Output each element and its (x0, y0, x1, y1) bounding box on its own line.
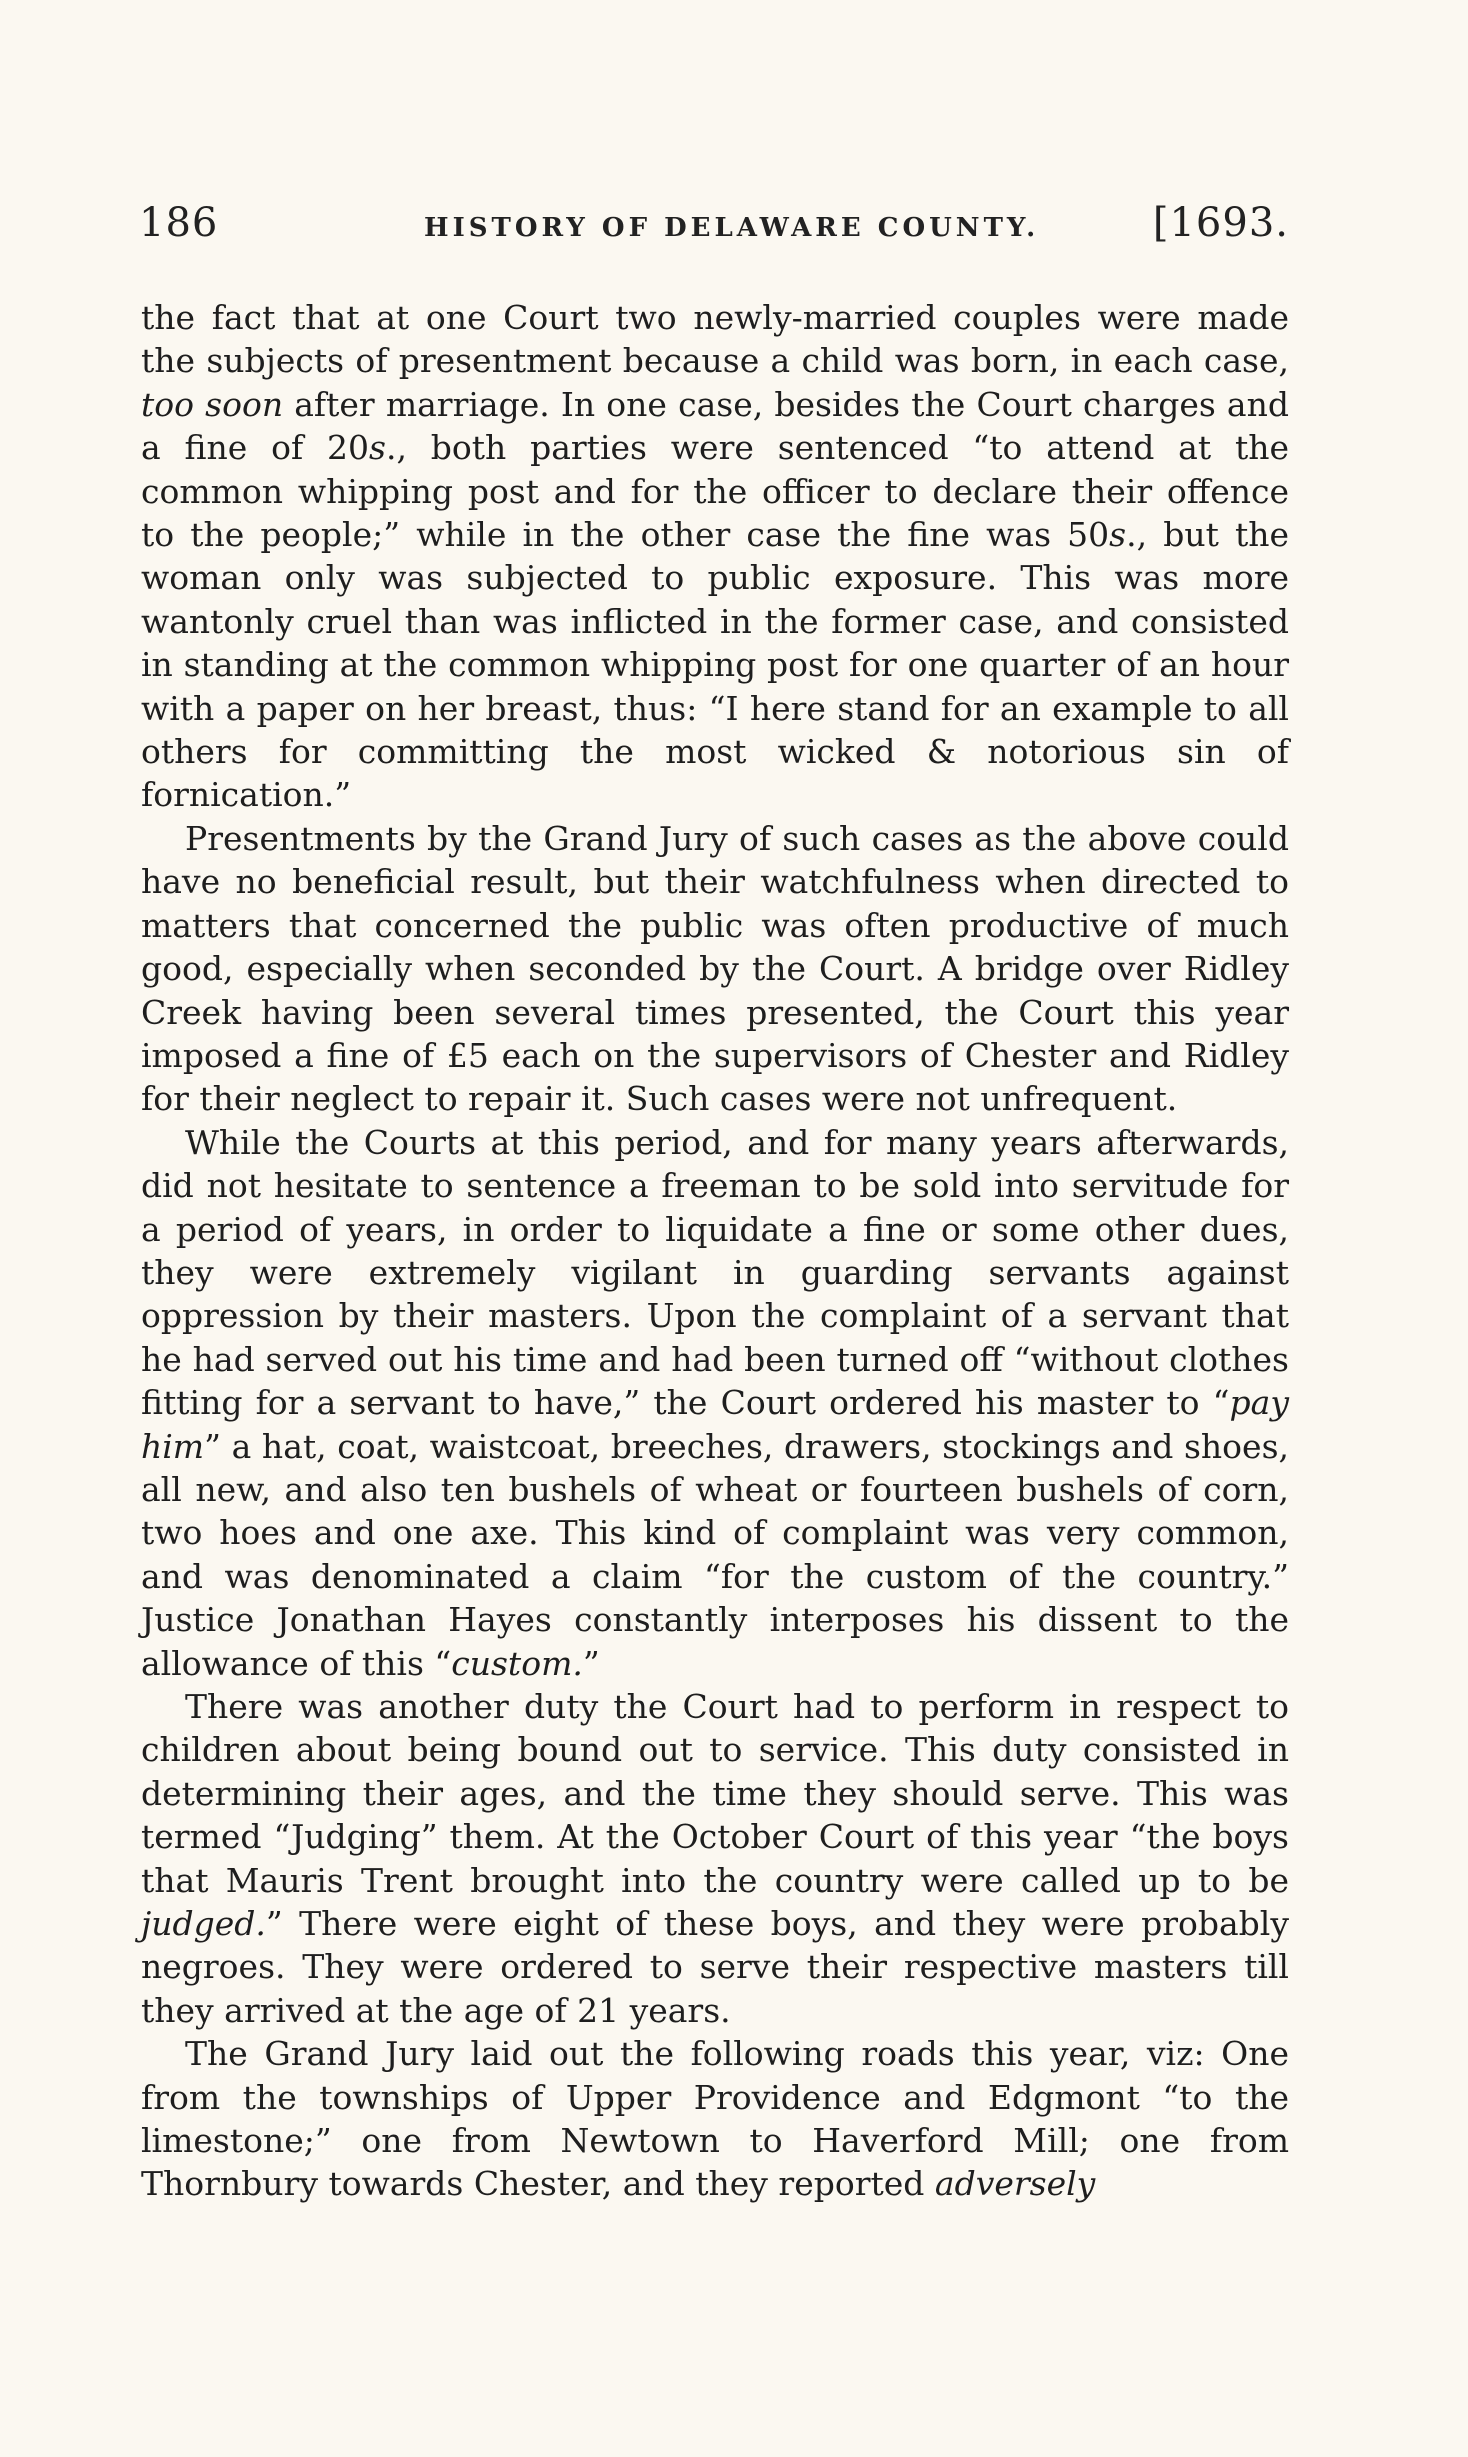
paragraph (141, 817, 1289, 1121)
running-title: HISTORY OF DELAWARE COUNTY. (424, 213, 1040, 243)
text-run: the fact that at one Court two newly-married couples were made the subjects of presentment because a child was born, in each case, (141, 298, 1289, 381)
paragraph (141, 1121, 1289, 1685)
italic-run: judged. (141, 1904, 266, 1944)
text-run: after marriage. In one case, besides the Court charges and a fine of 20 (141, 384, 1289, 468)
text-run: ” (582, 1643, 600, 1683)
running-header (139, 200, 1289, 260)
text-run: ” There were eight of these boys, and they were probably negroes. They were ordered to serve their respective masters till they arrived at the age of 21 years. (141, 1904, 1289, 2030)
page-number: 186 (139, 200, 219, 246)
italic-run: s (1109, 515, 1127, 555)
text-run: Presentments by the Grand Jury of such cases as the above could have no beneficial result, but their watchfulness when directed to matters that concerned the public was often productive of much good, especially when seconded by the Court. A bridge over Ridley Creek having been several times presented, the Court this year imposed a fine of £5 each on the supervisors of Chester and Ridley for their neglect to repair it. Such cases were not unfrequent. (141, 818, 1289, 1119)
italic-run: custom. (451, 1643, 583, 1683)
text-run: ., both parties were sentenced “to attend at the common whipping post and for the officer to declare their offence to the people;” while in the other case the fine was 50 (141, 428, 1289, 555)
text-run: ” a hat, coat, waistcoat, breeches, drawers, stockings and shoes, all new, and also ten bushels of wheat or fourteen bushels of corn, two hoes and one axe. This kind of complaint was very common, and was denominated a claim “for the custom of the country.” Justice Jonathan Hayes constantly interposes his dissent to the allowance of this “ (141, 1426, 1289, 1683)
paragraph (141, 296, 1289, 817)
header-year: [1693. (1152, 200, 1289, 246)
text-run: There was another duty the Court had to perform in respect to children about being bound out to service. This duty consisted in determining their ages, and the time they should serve. This was termed “Judging” them. At the October Court of this year “the boys that Mauris Trent brought into the country were called up to be (141, 1687, 1289, 1900)
paragraph (141, 2032, 1289, 2206)
italic-run: too soon (141, 384, 284, 424)
body-text (141, 296, 1289, 2206)
text-run: ., but the woman only was subjected to public exposure. This was more wantonly cruel than was inflicted in the former case, and consisted in standing at the common whipping post for one quarter of an hour with a paper on her breast, thus: “I here stand for an example to all others for committing the most wicked & notorious sin of fornication.” (141, 515, 1289, 815)
italic-run: s (369, 428, 386, 468)
italic-run: adversely (934, 2164, 1096, 2204)
italic-run: pay him (141, 1383, 1289, 1466)
text-run: While the Courts at this period, and for many years afterwards, did not hesitate to sentence a freeman to be sold into servitude for a period of years, in order to liquidate a fine or some other dues, they were extremely vigilant in guarding servants against oppression by their masters. Upon the complaint of a servant that he had served out his time and had been turned off “without clothes fitting for a servant to have,” the Court ordered his master to “ (141, 1122, 1289, 1423)
paragraph (141, 1685, 1289, 2032)
text-run: The Grand Jury laid out the following roads this year, viz: One from the townships of Upper Providence and Edgmont “to the limestone;” one from Newtown to Haverford Mill; one from Thornbury towards Chester, and they reported (141, 2034, 1289, 2204)
